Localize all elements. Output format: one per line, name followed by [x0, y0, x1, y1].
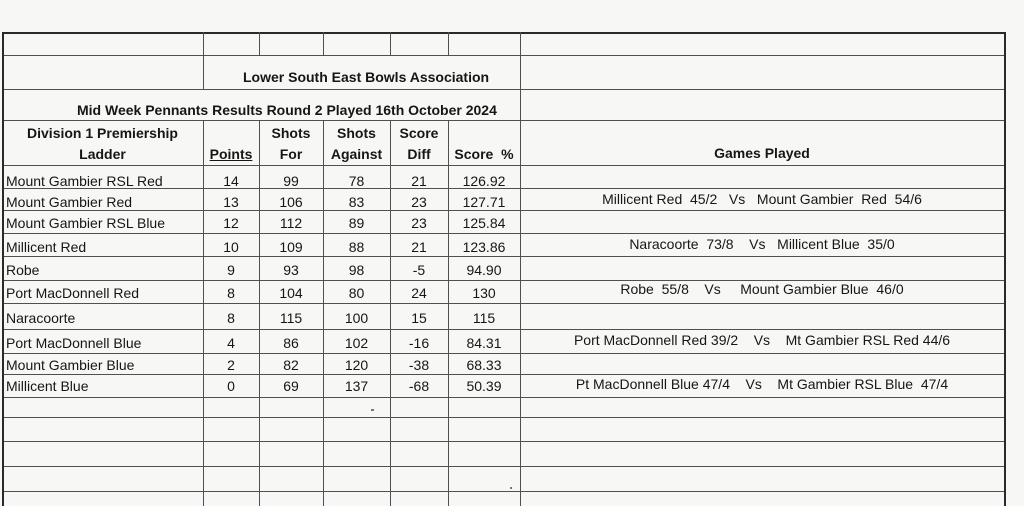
- ladder-shots-for: 109: [279, 239, 303, 255]
- grid-line: [2, 256, 1005, 257]
- grid-line: [2, 165, 1005, 166]
- ladder-shots-against: 98: [348, 262, 365, 278]
- grid-line: [2, 397, 1005, 398]
- grid-line: [2, 329, 1005, 330]
- ladder-shots-for: 69: [283, 378, 299, 394]
- score-diff-header-line2: Diff: [407, 146, 431, 162]
- grid-line: [2, 303, 1005, 304]
- ladder-score-percent: 68.33: [466, 357, 502, 373]
- ladder-score-percent: 123.86: [462, 239, 506, 255]
- points-header: Points: [209, 146, 253, 162]
- ladder-score-diff: 15: [411, 310, 427, 326]
- ladder-score-percent: 84.31: [466, 335, 502, 351]
- game-result: Naracoorte 73/8 Vs Millicent Blue 35/0: [629, 236, 895, 252]
- score-diff-header-line1: Score: [399, 125, 439, 141]
- round-subtitle: Mid Week Pennants Results Round 2 Played 16th October 2024: [77, 102, 497, 118]
- ladder-points: 8: [227, 310, 235, 326]
- ladder-score-diff: 24: [411, 285, 427, 301]
- ladder-team: Port MacDonnell Red: [6, 285, 140, 301]
- ladder-shots-against: 78: [348, 173, 365, 189]
- ladder-score-diff: 21: [411, 173, 427, 189]
- grid-line: [2, 417, 1005, 418]
- ladder-shots-for: 82: [283, 357, 299, 373]
- association-title: Lower South East Bowls Association: [243, 69, 490, 85]
- shots-against-header-line1: Shots: [337, 125, 376, 141]
- shots-for-header-line1: Shots: [271, 125, 311, 141]
- ladder-score-percent: 126.92: [462, 173, 506, 189]
- ladder-header-line1: Division 1 Premiership: [27, 125, 178, 141]
- ladder-shots-against: 89: [348, 215, 365, 231]
- ladder-points: 0: [227, 378, 235, 394]
- grid-line: [2, 120, 1005, 121]
- ladder-points: 9: [227, 262, 235, 278]
- grid-line: [2, 233, 1005, 234]
- ladder-shots-for: 112: [279, 215, 303, 231]
- outer-border-top: [2, 32, 1005, 34]
- ladder-score-diff: -16: [408, 335, 430, 351]
- ladder-score-diff: -68: [408, 378, 430, 394]
- ladder-shots-for: 99: [283, 173, 299, 189]
- grid-line: [259, 32, 260, 55]
- ladder-points: 4: [227, 335, 235, 351]
- ladder-score-diff: 23: [411, 194, 427, 210]
- ladder-points: 10: [223, 239, 239, 255]
- ladder-score-diff: -38: [408, 357, 430, 373]
- ladder-points: 8: [227, 285, 235, 301]
- game-result: Millicent Red 45/2 Vs Mount Gambier Red 54/6: [602, 191, 922, 207]
- grid-line: [520, 32, 521, 506]
- ladder-points: 2: [227, 357, 235, 373]
- ladder-score-percent: 50.39: [466, 378, 502, 394]
- ladder-shots-for: 106: [279, 194, 303, 210]
- grid-line: [2, 55, 1005, 56]
- grid-line: [323, 32, 324, 55]
- grid-line: [2, 466, 1005, 467]
- grid-line: [2, 441, 1005, 442]
- ladder-team: Mount Gambier RSL Blue: [6, 215, 165, 231]
- ladder-team: Port MacDonnell Blue: [6, 335, 142, 351]
- ladder-shots-against: 100: [344, 310, 369, 326]
- ladder-score-diff: 21: [411, 239, 427, 255]
- grid-line: [2, 491, 1005, 492]
- scan-speck: [371, 409, 374, 411]
- ladder-header-line2: Ladder: [79, 146, 126, 162]
- ladder-shots-for: 93: [283, 262, 299, 278]
- game-result: Port MacDonnell Red 39/2 Vs Mt Gambier RSL Red 44/6: [573, 332, 951, 348]
- ladder-team: Millicent Red: [6, 239, 87, 255]
- ladder-shots-for: 104: [279, 285, 303, 301]
- shots-for-header-line2: For: [279, 146, 303, 162]
- ladder-points: 12: [223, 215, 239, 231]
- games-played-header: Games Played: [714, 145, 810, 161]
- shots-against-header-line2: Against: [330, 146, 383, 162]
- ladder-points: 13: [223, 194, 239, 210]
- ladder-shots-against: 120: [344, 357, 369, 373]
- ladder-shots-against: 102: [344, 335, 369, 351]
- ladder-team: Mount Gambier Red: [6, 194, 133, 210]
- ladder-score-percent: 94.90: [466, 262, 502, 278]
- scan-speck: [510, 487, 512, 489]
- outer-border-right: [1004, 32, 1006, 506]
- grid-line: [2, 353, 1005, 354]
- ladder-team: Naracoorte: [6, 310, 76, 326]
- ladder-score-diff: -5: [412, 262, 426, 278]
- ladder-team: Robe: [6, 262, 40, 278]
- ladder-points: 14: [223, 173, 239, 189]
- outer-border-left: [2, 32, 4, 506]
- game-result: Robe 55/8 Vs Mount Gambier Blue 46/0: [620, 281, 904, 297]
- ladder-shots-against: 80: [348, 285, 365, 301]
- ladder-team: Mount Gambier RSL Red: [6, 173, 163, 189]
- ladder-score-percent: 130: [472, 285, 496, 301]
- ladder-team: Mount Gambier Blue: [6, 357, 135, 373]
- ladder-score-percent: 115: [472, 310, 496, 326]
- game-result: Pt MacDonnell Blue 47/4 Vs Mt Gambier RSL Blue 47/4: [575, 376, 949, 392]
- ladder-score-percent: 127.71: [462, 194, 506, 210]
- grid-line: [448, 32, 449, 55]
- ladder-score-diff: 23: [411, 215, 427, 231]
- ladder-shots-against: 137: [344, 378, 369, 394]
- grid-line: [203, 32, 204, 89]
- ladder-shots-for: 86: [283, 335, 299, 351]
- ladder-team: Millicent Blue: [6, 378, 89, 394]
- ladder-shots-against: 88: [348, 239, 365, 255]
- ladder-score-percent: 125.84: [462, 215, 506, 231]
- grid-line: [2, 89, 1005, 90]
- ladder-shots-for: 115: [279, 310, 303, 326]
- ladder-shots-against: 83: [348, 194, 365, 210]
- grid-line: [390, 32, 391, 55]
- score-percent-header: Score %: [454, 146, 514, 162]
